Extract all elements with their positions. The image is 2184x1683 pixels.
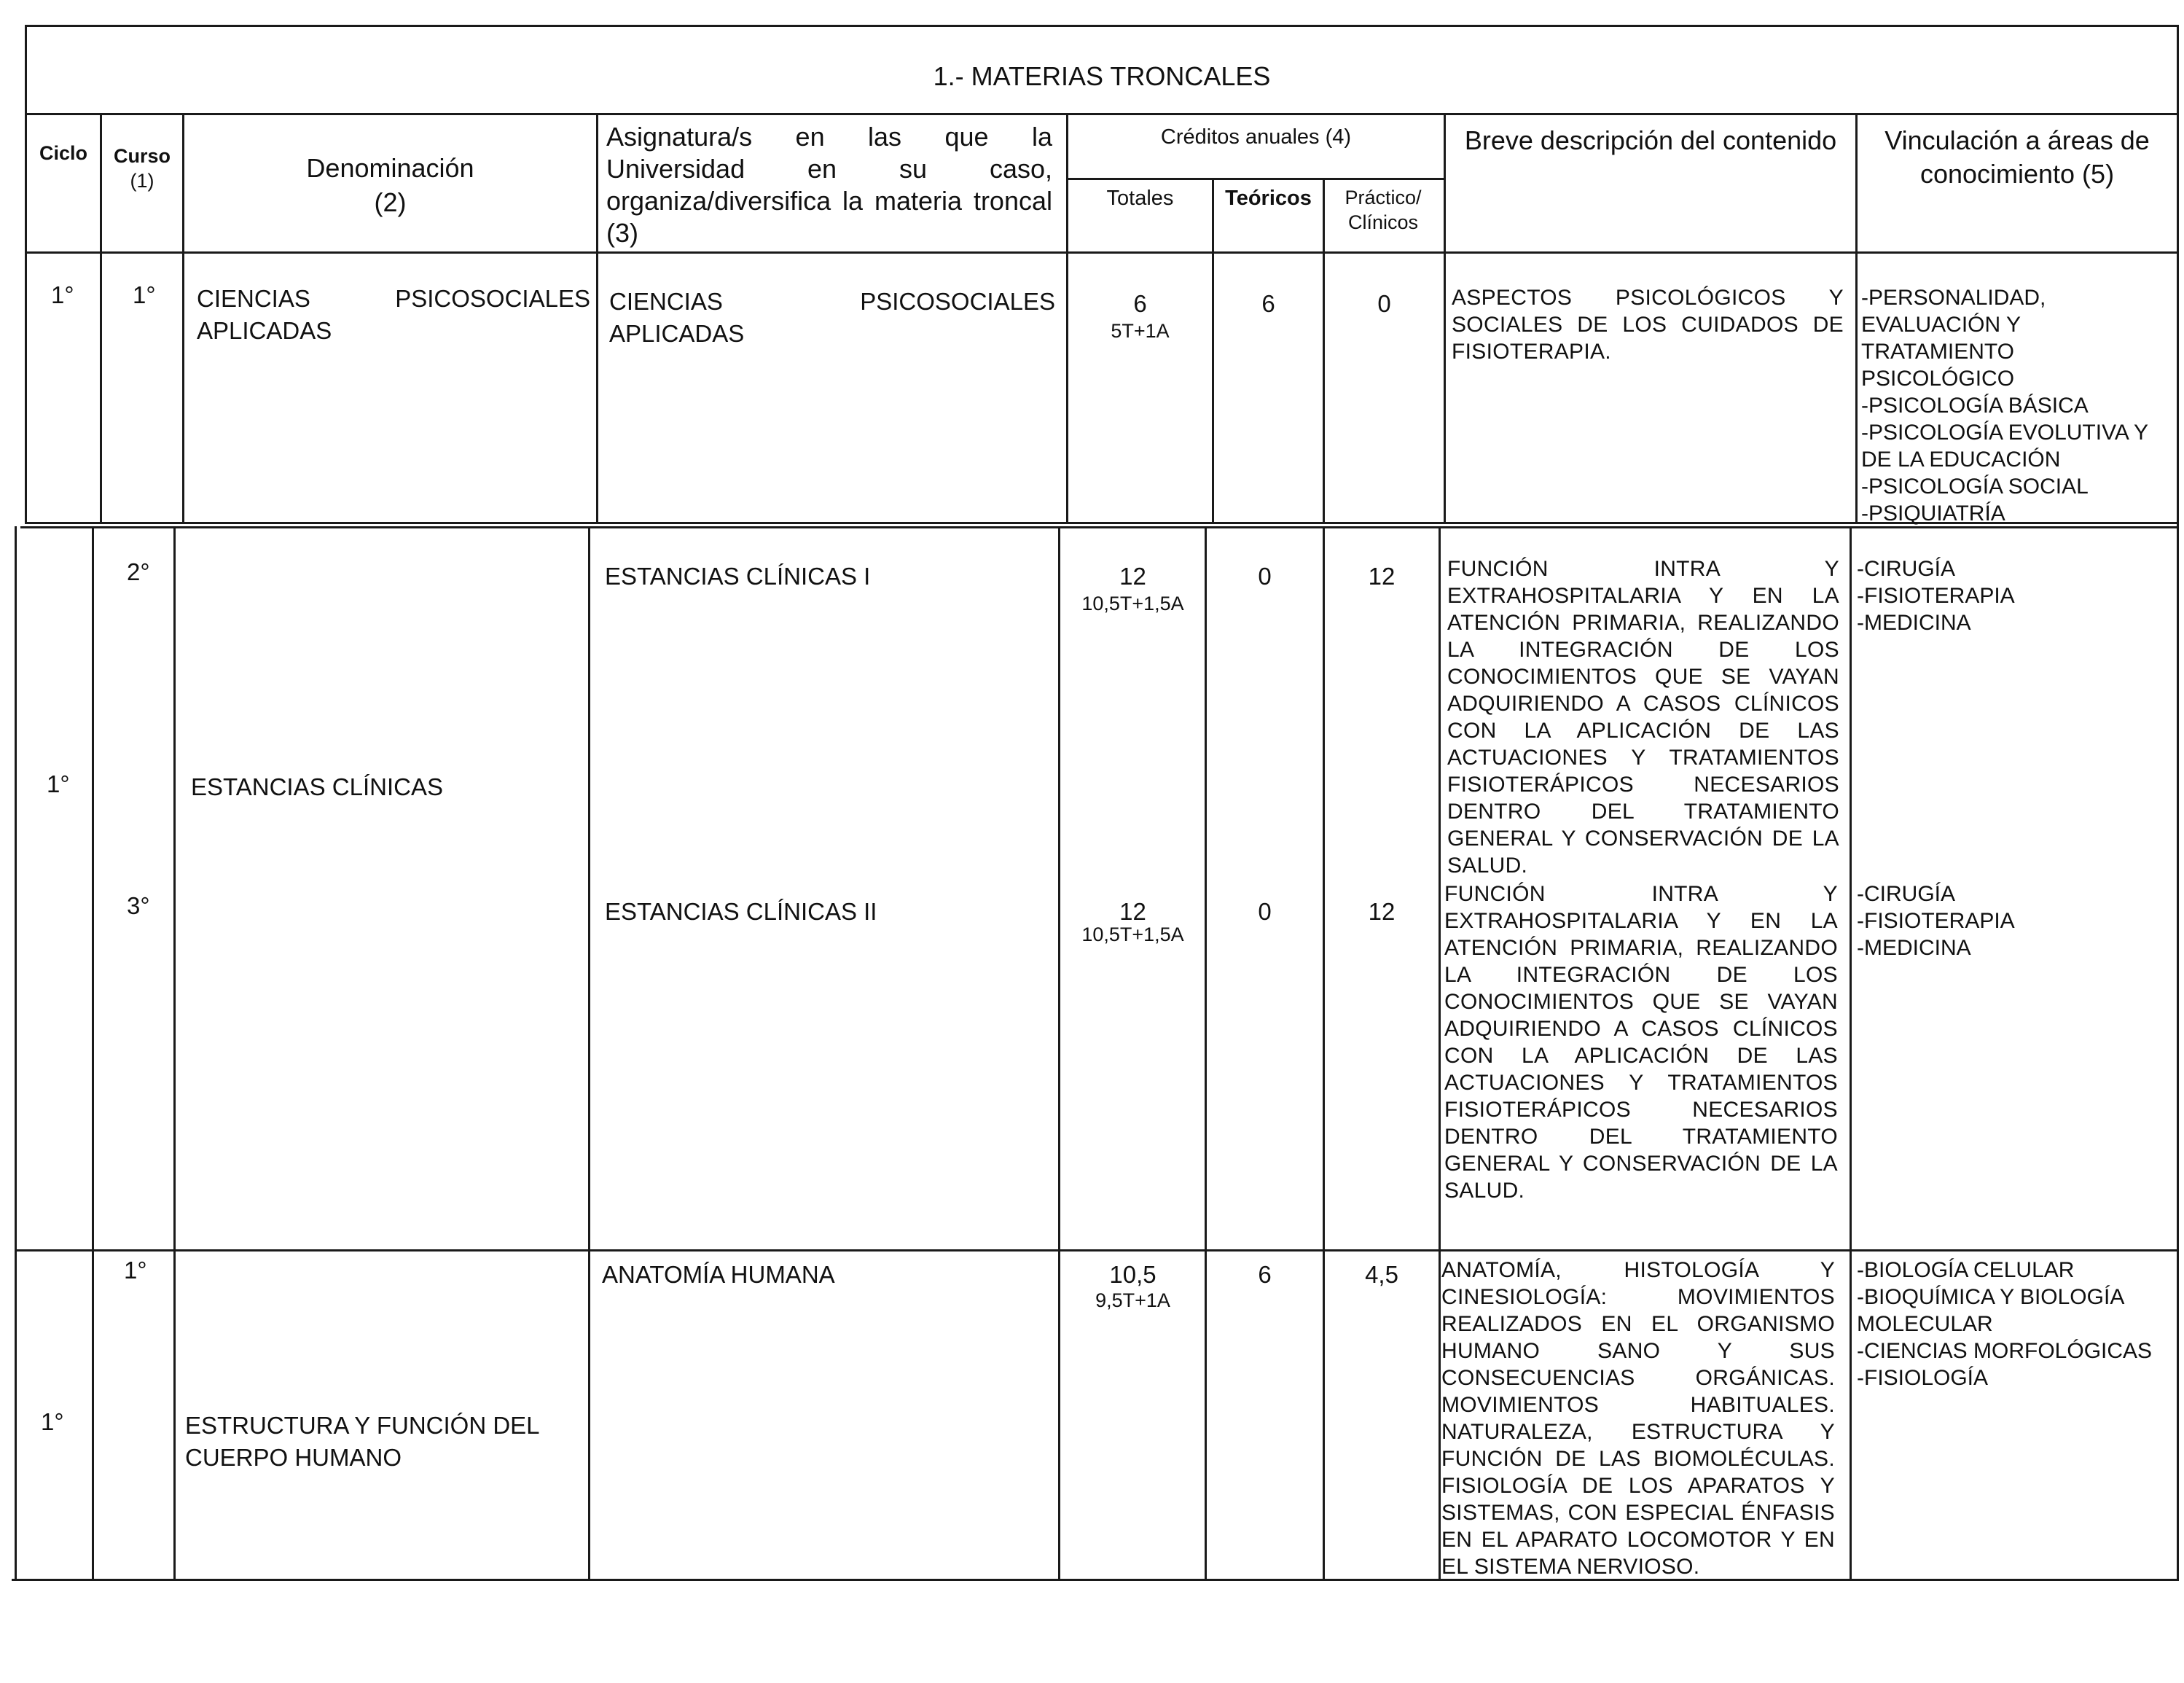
block-2-bottom-rule: [15, 1249, 2179, 1251]
block-2-ciclo: 1°: [47, 770, 70, 797]
block-3-descripcion: ANATOMÍA, HISTOLOGÍA Y CINESIOLOGÍA: MOVIMIENTOS REALIZADOS EN EL ORGANISMO HUMANO SANO Y SUS CONSECUENCIAS ORGÁNICAS. MOVIMIENTOS HABITUALES. NATURALEZA, ESTRUCTURA Y FUNCIÓN DE LAS BIOMOLÉCULAS. FISIOLOGÍA DE LOS APARATOS Y SISTEMAS, CON ESPECIAL ÉNFASIS EN EL APARATO LOCOMOTOR Y EN EL SISTEMA NERVIOSO.: [1441, 1258, 1835, 1579]
block-2-denominacion: ESTANCIAS CLÍNICAS: [191, 773, 443, 800]
block-3-totales: 10,5: [1109, 1261, 1156, 1288]
col-asig-rule-lower: [1058, 526, 1060, 1581]
col-totales-rule-lower: [1205, 526, 1207, 1581]
block-1-practicos: 0: [1377, 290, 1391, 317]
header-curso: Curso: [113, 145, 171, 167]
block-2-row-2-areas: -CIRUGÍA -FISIOTERAPIA -MEDICINA: [1857, 882, 2015, 960]
block-1-totales: 6: [1133, 290, 1147, 317]
block-2-row-1-teoricos: 0: [1258, 563, 1272, 590]
header-creditos: Créditos anuales (4): [1160, 125, 1352, 149]
header-totales: Totales: [1106, 187, 1174, 210]
header-descripcion: Breve descripción del contenido: [1464, 125, 1837, 155]
block-1-descripcion: ASPECTOS PSICOLÓGICOS Y SOCIALES DE LOS CUIDADOS DE FISIOTERAPIA.: [1452, 286, 1844, 364]
block-2-top-rule: [20, 526, 2179, 528]
block-2-row-1-asignatura: ESTANCIAS CLÍNICAS I: [605, 563, 871, 590]
block-2-row-1-areas: -CIRUGÍA -FISIOTERAPIA -MEDICINA: [1857, 557, 2015, 635]
block-2-row-1-totales-detail: 10,5T+1,5A: [1081, 593, 1184, 614]
block-2-row-1-curso: 2°: [127, 558, 150, 585]
header-denominacion-note: (2): [374, 187, 407, 217]
block-1-areas: -PERSONALIDAD, EVALUACIÓN Y TRATAMIENTO PSICOLÓGICO -PSICOLOGÍA BÁSICA -PSICOLOGÍA EVOLUTIVA Y DE LA EDUCACIÓN -PSICOLOGÍA SOCIAL -PSIQUIATRÍA: [1861, 286, 2148, 526]
block-2-row-2-descripcion: FUNCIÓN INTRA Y EXTRAHOSPITALARIA Y EN LA ATENCIÓN PRIMARIA, REALIZANDO LA INTEGRACIÓN DE LOS CONOCIMIENTOS QUE SE VAYAN ADQUIRIENDO A CASOS CLÍNICOS CON LA APLICACIÓN DE LAS ACTUACIONES Y TRATAMIENTOS FISIOTERÁPICOS NECESARIOS DENTRO DEL TRATAMIENTO GENERAL Y CONSERVACIÓN DE LA SALUD.: [1444, 882, 1838, 1203]
block-3-asignatura: ANATOMÍA HUMANA: [602, 1261, 835, 1288]
block-1-teoricos: 6: [1261, 290, 1275, 317]
col-creditos-rule-lower: [1439, 526, 1441, 1581]
col-teoricos-rule: [1323, 178, 1325, 524]
credits-subheader-rule: [1066, 178, 1444, 180]
col-ciclo-rule-lower: [92, 526, 94, 1581]
col-teoricos-rule-lower: [1323, 526, 1325, 1581]
col-desc-rule: [1855, 113, 1858, 524]
block-2-row-2-totales: 12: [1119, 898, 1146, 925]
block-2-row-1-descripcion: FUNCIÓN INTRA Y EXTRAHOSPITALARIA Y EN LA ATENCIÓN PRIMARIA, REALIZANDO LA INTEGRACIÓN DE LOS CONOCIMIENTOS QUE SE VAYAN ADQUIRIENDO A CASOS CLÍNICOS CON LA APLICACIÓN DE LAS ACTUACIONES Y TRATAMIENTOS FISIOTERÁPICOS NECESARIOS DENTRO DEL TRATAMIENTO GENERAL Y CONSERVACIÓN DE LA SALUD.: [1447, 557, 1839, 878]
block-1-ciclo: 1°: [51, 281, 74, 308]
block-2-row-2-curso: 3°: [127, 892, 150, 919]
block-2-row-2-asignatura: ESTANCIAS CLÍNICAS II: [605, 898, 877, 925]
col-totales-rule: [1212, 178, 1214, 524]
table-bottom-border: [12, 1579, 2179, 1581]
block-3-teoricos: 6: [1258, 1261, 1272, 1288]
header-curso-note: (1): [130, 170, 154, 192]
block-1-denominacion: CIENCIAS PSICOSOCIALES APLICADAS: [197, 285, 590, 344]
left-border-lower: [15, 526, 17, 1581]
block-2-row-2-teoricos: 0: [1258, 898, 1272, 925]
table-top-border: [25, 25, 2179, 27]
col-denom-rule: [596, 113, 598, 524]
block-1-asignatura: CIENCIAS PSICOSOCIALES APLICADAS: [609, 288, 1055, 347]
col-curso-rule-lower: [173, 526, 176, 1581]
header-teoricos: Teóricos: [1225, 187, 1312, 210]
header-asignatura: Asignatura/s en las que la Universidad en su caso, organiza/diversifica la materia troncal (3): [606, 122, 1052, 248]
block-3-areas: -BIOLOGÍA CELULAR -BIOQUÍMICA Y BIOLOGÍA MOLECULAR -CIENCIAS MORFOLÓGICAS -FISIOLOGÍA: [1857, 1258, 2153, 1390]
left-border: [25, 25, 27, 524]
right-border: [2177, 25, 2179, 1581]
header-denominacion: Denominación: [306, 153, 474, 183]
block-1-totales-detail: 5T+1A: [1111, 320, 1170, 342]
header-vinculacion: Vinculación a áreas de conocimiento (5): [1884, 125, 2150, 189]
header-ciclo: Ciclo: [39, 142, 87, 164]
header-practicos: Práctico/ Clínicos: [1345, 187, 1422, 233]
table-title: 1.- MATERIAS TRONCALES: [933, 61, 1271, 91]
block-3-totales-detail: 9,5T+1A: [1095, 1289, 1170, 1311]
block-2-row-2-totales-detail: 10,5T+1,5A: [1081, 923, 1184, 945]
block-3-curso: 1°: [124, 1257, 147, 1284]
block-3-denominacion: ESTRUCTURA Y FUNCIÓN DEL CUERPO HUMANO: [185, 1412, 539, 1471]
block-3-practicos: 4,5: [1365, 1261, 1398, 1288]
block-2-row-1-practicos: 12: [1368, 563, 1396, 590]
block-3-ciclo: 1°: [41, 1408, 64, 1435]
col-desc-rule-lower: [1850, 526, 1852, 1581]
block-1-curso: 1°: [133, 281, 156, 308]
col-creditos-rule: [1444, 113, 1446, 524]
block-2-row-1-totales: 12: [1119, 563, 1146, 590]
block-2-row-2-practicos: 12: [1368, 898, 1396, 925]
col-denom-rule-lower: [588, 526, 590, 1581]
